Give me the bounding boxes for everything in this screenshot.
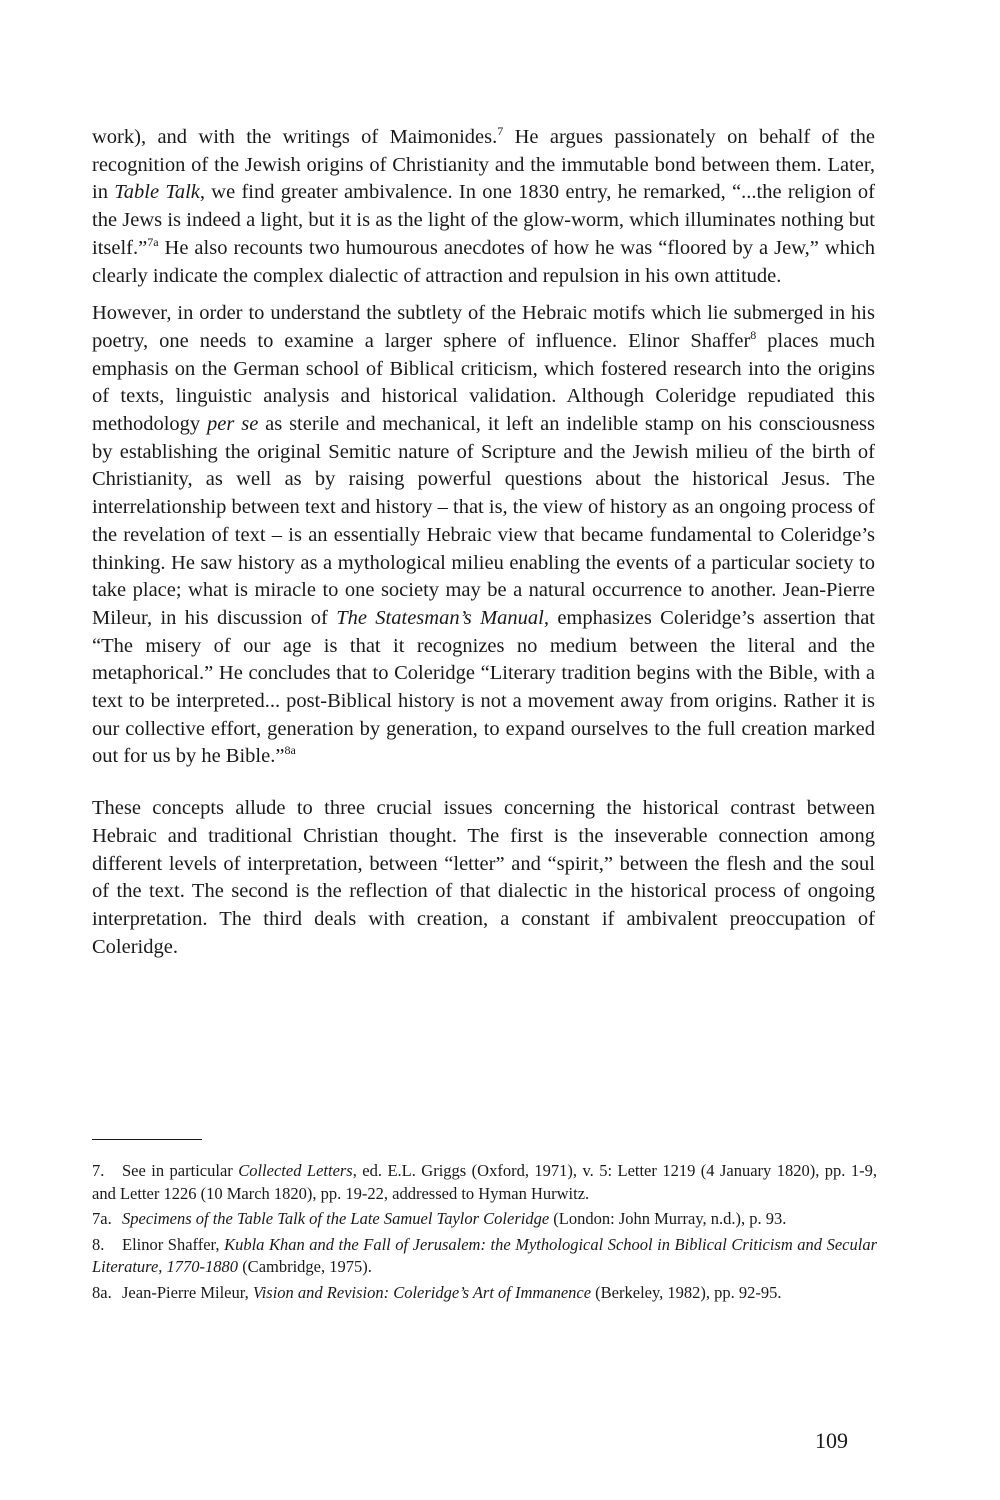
italic-text: Collected Letters (238, 1161, 353, 1180)
italic-text: Table Talk (114, 181, 200, 204)
footnote (92, 1160, 877, 1205)
italic-text: per se (207, 413, 259, 436)
text-run: as sterile and mechanical, it left an indelible stamp on his consciousness by establishing the original Semitic nature of Scripture and the Jewish milieu of the birth of Christianity, as well as by raising powerful questions about the historical Jesus. The interrelationship between text and history – that is, the view of history as an ongoing process of the revelation of text – is an essentially Hebraic view that became fundamental to Coleridge’s thinking. He saw history as a mythological milieu enabling the events of a particular society to take place; what is miracle to one society may be a natural occurrence to another. Jean-Pierre Mileur, in his discussion of (92, 413, 876, 629)
footnotes (92, 1160, 877, 1307)
text-run: These concepts allude to three crucial issues concerning the historical contrast between Hebraic and traditional Christian thought. The first is the inseverable connection among different levels of interpretation, between “letter” and “spirit,” between the flesh and the soul of the text. The second is the reflection of that dialectic in the historical process of ongoing interpretation. The third deals with creation, a constant if ambivalent preoccupation of Coleridge. (92, 797, 875, 958)
footnote (92, 1234, 877, 1279)
footnote-number: 7a. (92, 1209, 112, 1228)
body-text (92, 124, 875, 961)
italic-text: Specimens of the Table Talk of the Late Samuel Taylor Coleridge (122, 1209, 550, 1228)
text-run: (Cambridge, 1975). (238, 1257, 372, 1276)
footnote-ref: 7 (497, 124, 504, 139)
paragraph (92, 124, 875, 290)
footnote-ref: 8 (750, 328, 757, 343)
footnote (92, 1282, 877, 1305)
footnote-number: 7. (92, 1161, 105, 1180)
text-run: (London: John Murray, n.d.), p. 93. (549, 1209, 787, 1228)
text-run: He argues passionately on behalf of the recognition of the Jewish origins of Christianity and the immutable bond between them. Later, in (92, 126, 876, 204)
text-run: work), and with the writings of Maimonides. (92, 126, 498, 148)
page-number: 109 (815, 1428, 848, 1453)
italic-text: The Statesman’s Manual, (336, 606, 549, 629)
text-run: Jean-Pierre Mileur, (122, 1282, 253, 1302)
footnote (92, 1208, 877, 1231)
text-run: Elinor Shaffer, (122, 1234, 225, 1254)
text-run: , ed. E.L. Griggs (Oxford, 1971), v. 5: Letter 1219 (4 January 1820), pp. 1-9, and Letter 1226 (10 March 1820), pp. 19-22, addressed to Hyman Hurwitz. (92, 1161, 877, 1203)
footnote-number: 8a. (92, 1282, 112, 1302)
text-run: , we find greater ambivalence. In one 1830 entry, he remarked, “...the religion of the Jews is indeed a light, but it is as the light of the glow-worm, which illuminates nothing but itself.” (92, 181, 875, 259)
footnote-ref: 8a (284, 743, 296, 758)
footnote-divider (92, 1139, 202, 1140)
paragraph (92, 795, 875, 961)
footnote-ref: 7a (147, 234, 159, 249)
text-run: emphasizes Coleridge’s assertion that “The misery of our age is that it recognizes no medium between the literal and the metaphorical.” He concludes that to Coleridge “Literary tradition begins with the Bible, with a text to be interpreted... post-Biblical history is not a movement away from origins. Rather it is our collective effort, generation by generation, to expand ourselves to the full creation marked out for us by he Bible.” (92, 606, 875, 768)
text-run: He also recounts two humourous anecdotes of how he was “floored by a Jew,” which clearly indicate the complex dialectic of attraction and repulsion in his own attitude. (92, 236, 875, 287)
paragraph (92, 300, 875, 771)
text-run: (Berkeley, 1982), pp. 92-95. (591, 1282, 782, 1302)
italic-text: Kubla Khan and the Fall of Jerusalem: the Mythological School in Biblical Criticism and Secular Literature, 1770-1880 (92, 1234, 877, 1276)
italic-text: Vision and Revision: Coleridge’s Art of Immanence (252, 1282, 592, 1302)
text-run: See in particular (122, 1161, 239, 1180)
text-run: However, in order to understand the subtlety of the Hebraic motifs which lie submerged in his poetry, one needs to examine a larger sphere of influence. Elinor Shaffer (92, 302, 875, 352)
footnote-number: 8. (92, 1234, 105, 1254)
text-run: places much emphasis on the German school of Biblical criticism, which fostered research into the origins of texts, linguistic analysis and historical validation. Although Coleridge repudiated this methodology (92, 329, 876, 436)
